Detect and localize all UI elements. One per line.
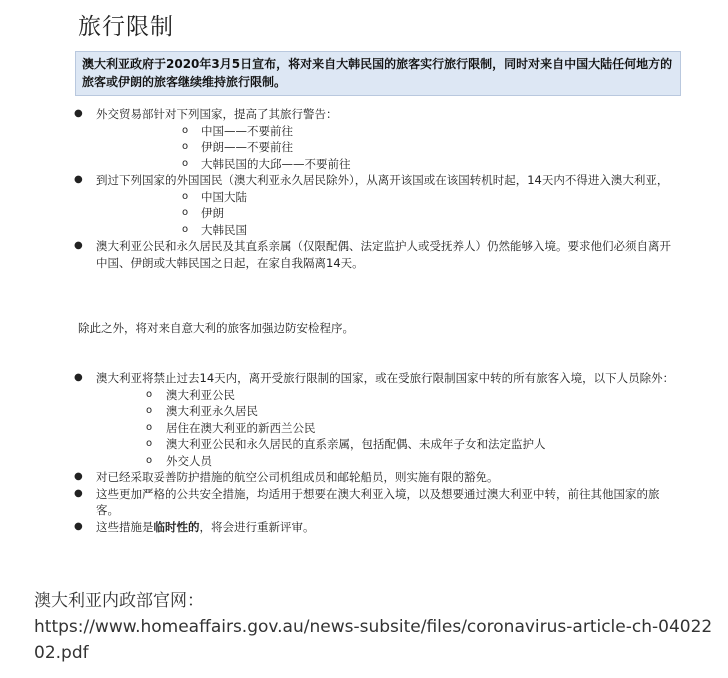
list-item-text: 这些更加严格的公共安全措施，均适用于想要在澳大利亚入境，以及想要通过澳大利亚中转，前往其他国家的旅客。 [96, 486, 660, 517]
circle-bullet-icon: o [146, 405, 153, 416]
bullet-icon: ● [74, 174, 83, 185]
sub-list-item-text: 外交人员 [166, 453, 212, 468]
sub-list-item [96, 436, 680, 453]
circle-bullet-icon: o [146, 438, 153, 449]
list-item [60, 469, 680, 486]
page-title: 旅行限制 [78, 14, 174, 40]
circle-bullet-icon: o [182, 157, 189, 169]
sub-list-item [96, 420, 680, 437]
list-item [60, 486, 680, 519]
list-item-text-prefix: 这些措施是 [96, 519, 154, 534]
sub-list-item-text: 中国大陆 [201, 189, 247, 204]
list-item [60, 172, 680, 238]
sub-list-item-text: 澳大利亚公民和永久居民的直系亲属，包括配偶、未成年子女和法定监护人 [166, 437, 546, 451]
bullet-icon: ● [74, 108, 83, 119]
sub-list-item [96, 205, 680, 222]
bullet-icon: ● [74, 520, 83, 532]
list-item [60, 106, 680, 172]
sub-list-item [96, 403, 680, 420]
sub-list-item [96, 222, 680, 239]
sub-list [96, 123, 680, 173]
sub-list [96, 189, 680, 239]
list-item [60, 519, 680, 536]
sub-list-item-text: 大韩民国的大邱——不要前往 [201, 156, 351, 171]
circle-bullet-icon: o [182, 223, 189, 235]
italy-paragraph: 除此之外，将对来自意大利的旅客加强边防安检程序。 [78, 321, 354, 335]
list-item-text: 外交贸易部针对下列国家，提高了其旅行警告： [96, 107, 338, 121]
sub-list-item-text: 伊朗——不要前往 [201, 140, 293, 154]
circle-bullet-icon: o [146, 421, 153, 433]
sub-list-item-text: 澳大利亚永久居民 [166, 404, 258, 418]
bullet-icon: ● [74, 372, 83, 383]
list-item [60, 238, 680, 271]
source-url: https://www.homeaffairs.gov.au/news-subsite/files/coronavirus-article-ch-0402202.pdf [34, 617, 713, 663]
list-item-text: 对已经采取妥善防护措施的航空公司机组成员和邮轮船员，则实施有限的豁免。 [96, 470, 499, 484]
circle-bullet-icon: o [182, 190, 189, 202]
list-item-text-suffix: ，将会进行重新评审。 [199, 519, 315, 534]
sub-list-item-text: 居住在澳大利亚的新西兰公民 [166, 420, 316, 435]
sub-list-item [96, 189, 680, 206]
sub-list-item [96, 156, 680, 173]
sub-list [96, 387, 680, 470]
sub-list-item-text: 大韩民国 [201, 222, 247, 237]
list-item-text: 澳大利亚公民和永久居民及其直系亲属（仅限配偶、法定监护人或受抚养人）仍然能够入境。要求他们必须自离开中国、伊朗或大韩民国之日起，在家自我隔离14天。 [96, 239, 671, 270]
sub-list-item-text: 澳大利亚公民 [166, 387, 235, 402]
circle-bullet-icon: o [182, 207, 189, 218]
list-item-text: 到过下列国家的外国国民（澳大利亚永久居民除外），从离开该国或在该国转机时起，14天内不得进入澳大利亚， [96, 173, 669, 187]
circle-bullet-icon: o [182, 124, 189, 136]
source-footer [34, 588, 714, 666]
entry-ban-list [60, 370, 680, 535]
sub-list-item [96, 453, 680, 470]
temporary-emphasis: 临时性的 [153, 519, 200, 534]
source-label: 澳大利亚内政部官网： [34, 591, 204, 611]
circle-bullet-icon: o [182, 141, 189, 152]
bullet-icon: ● [74, 240, 83, 251]
sub-list-item [96, 387, 680, 404]
sub-list-item-text: 中国——不要前往 [201, 123, 293, 138]
sub-list-item-text: 伊朗 [201, 206, 224, 220]
announcement-banner: 澳大利亚政府于2020年3月5日宣布，将对来自大韩民国的旅客实行旅行限制，同时对来自中国大陆任何地方的旅客或伊朗的旅客继续维持旅行限制。 [75, 51, 681, 96]
list-item-text: 澳大利亚将禁止过去14天内，离开受旅行限制的国家，或在受旅行限制国家中转的所有旅客入境，以下人员除外： [96, 371, 675, 385]
circle-bullet-icon: o [146, 388, 153, 400]
list-item [60, 370, 680, 469]
bullet-icon: ● [74, 471, 83, 482]
circle-bullet-icon: o [146, 454, 153, 466]
restrictions-list [60, 106, 680, 271]
bullet-icon: ● [74, 487, 83, 499]
sub-list-item [96, 123, 680, 140]
sub-list-item [96, 139, 680, 156]
